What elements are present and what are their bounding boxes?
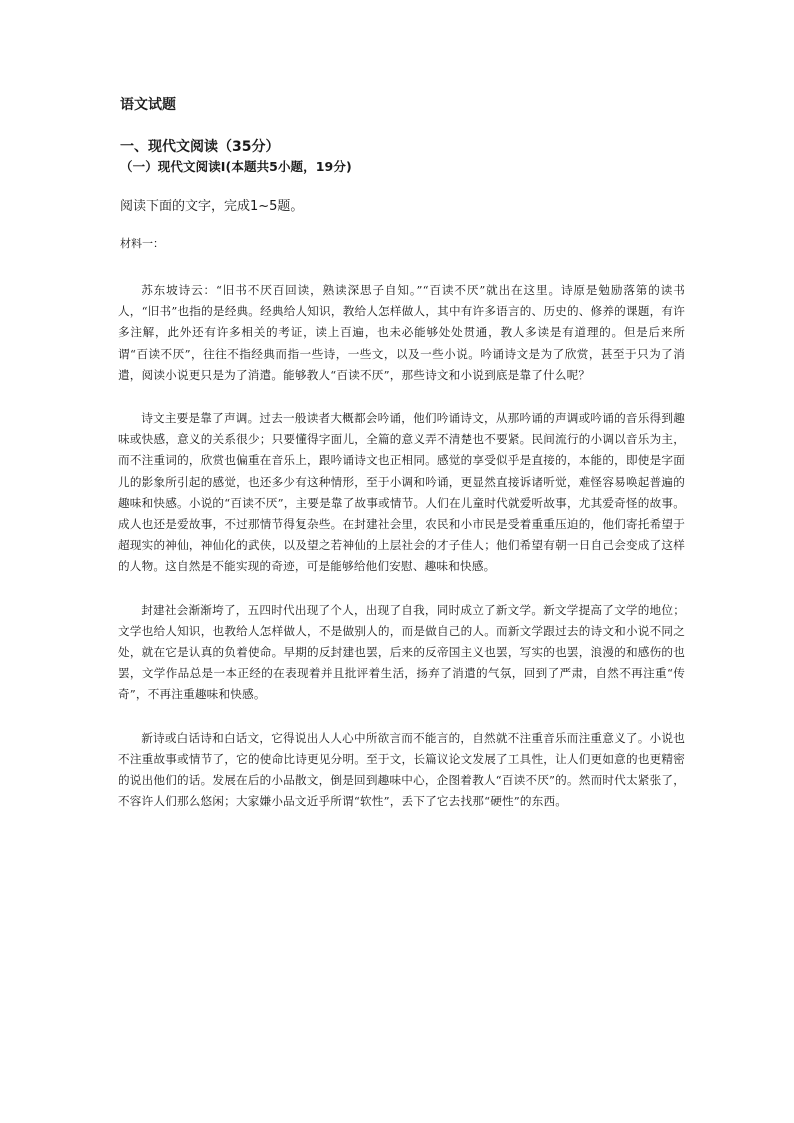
- paragraph-1: 苏东坡诗云：“旧书不厌百回读，熟读深思子自知。”“百读不厌”就出在这里。诗原是勉励落第的读书人，“旧书”也指的是经典。经典给人知识，教给人怎样做人，其中有许多语言的、历史的、修养的课题，有许多注解，此外还有许多相关的考证，读上百遍，也未必能够处处贯通，教人多读是有道理的。但是后来所谓“百读不厌”，往往不指经典而指一些诗，一些文，以及一些小说。吟诵诗文是为了欣赏，甚至于只为了消遣，阅读小说更只是为了消遣。能够教人“百读不厌”，那些诗文和小说到底是靠了什么呢？: [118, 283, 685, 382]
- paragraph-2: 诗文主要是靠了声调。过去一般读者大概都会吟诵，他们吟诵诗文，从那吟诵的声调或吟诵的音乐得到趣味或快感，意义的关系很少；只要懂得字面儿，全篇的意义弄不清楚也不要紧。民间流行的小调以音乐为主，而不注重词的，欣赏也偏重在音乐上，跟吟诵诗文也正相同。感觉的享受似乎是直接的，本能的，即使是字面儿的影象所引起的感觉，也还多少有这种情形，至于小调和吟诵，更显然直接诉诸听觉，难怪容易唤起普遍的趣味和快感。小说的“百读不厌”，主要是靠了故事或情节。人们在儿童时代就爱听故事，尤其爱奇怪的故事。成人也还是爱故事，不过那情节得复杂些。在封建社会里，农民和小市民是受着重重压迫的，他们寄托希望于超现实的神仙，神仙化的武侠，以及望之若神仙的上层社会的才子佳人；他们希望有朝一日自己会变成了这样的人物。这自然是不能实现的奇迹，可是能够给他们安慰、趣味和快感。: [118, 411, 685, 574]
- subsection-title: （一）现代文阅读Ⅰ(本题共5小题，19分): [120, 159, 352, 174]
- document-title: 语文试题: [120, 97, 176, 113]
- section-title: 一、现代文阅读（35分）: [120, 139, 280, 155]
- reading-instruction: 阅读下面的文字，完成1~5题。: [120, 199, 304, 214]
- exam-page: [120, 96, 685, 834]
- paragraph-4: 新诗或白话诗和白话文，它得说出人人心中所欲言而不能言的，自然就不注重音乐而注重意义了。小说也不注重故事或情节了，它的使命比诗更见分明。至于文，长篇议论文发展了工具性，让人们更如意的也更精密的说出他们的话。发展在后的小品散文，倒是回到趣味中心，企图着教人“百读不厌”的。然而时代太紧张了，不容许人们那么悠闲；大家嫌小品文近乎所谓“软性”，丢下了它去找那“硬性”的东西。: [118, 730, 685, 809]
- material-label: 材料一：: [120, 237, 164, 250]
- paragraph-3: 封建社会渐渐垮了，五四时代出现了个人，出现了自我，同时成立了新文学。新文学提高了文学的地位；文学也给人知识，也教给人怎样做人，不是做别人的，而是做自己的人。而新文学跟过去的诗文和小说不同之处，就在它是认真的负着使命。早期的反封建也罢，后来的反帝国主义也罢，写实的也罢，浪漫的和感伤的也罢，文学作品总是一本正经的在表现着并且批评着生活，扬弃了消遣的气氛，回到了严肃，自然不再注重“传奇”，不再注重趣味和快感。: [118, 602, 685, 702]
